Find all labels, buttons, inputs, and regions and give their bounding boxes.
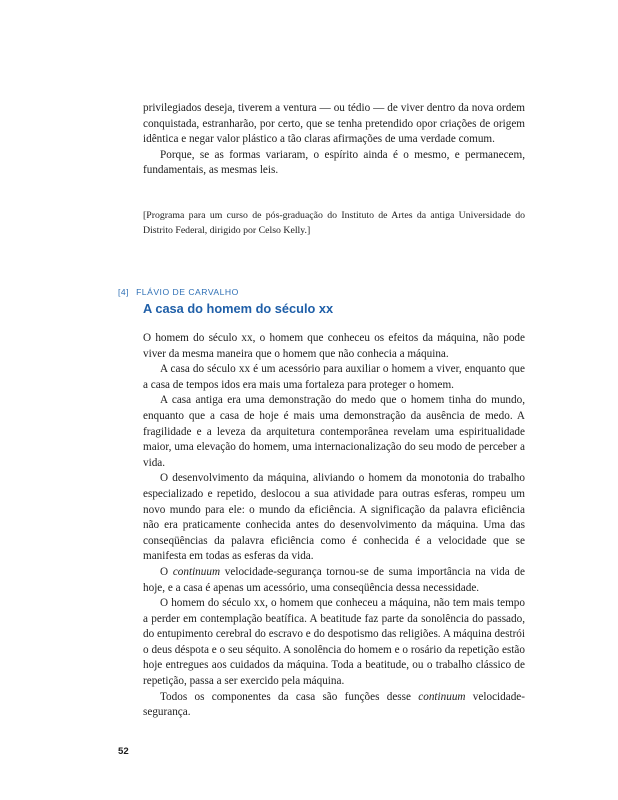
paragraph: Porque, se as formas variaram, o espírito ainda é o mesmo, e permanecem, fundamentais, as mesmas leis. — [143, 148, 525, 177]
section-title: A casa do homem do século xx — [143, 301, 334, 316]
paragraph: A casa antiga era uma demonstração do medo que o homem tinha do mundo, enquanto que a casa de hoje é mais uma demonstração da ausência de medo. A fragilidade e a leveza da arquitetura contemporânea revelam uma espiritualidade maior, uma elevação do homem, uma internacionalização do seu modo de perceber a vida. — [143, 394, 525, 469]
paragraph: O homem do século xx, o homem que conheceu os efeitos da máquina, não pode viver da mesma maneira que o homem que não conhecia a máquina. — [143, 332, 525, 360]
paragraph: A casa do século xx é um acessório para auxiliar o homem a viver, enquanto que a casa de tempos idos era mais uma fortaleza para proteger o homem. — [143, 363, 525, 391]
section-author: FLÁVIO DE CARVALHO — [136, 287, 239, 297]
paragraph — [143, 565, 525, 596]
page-number: 52 — [118, 746, 129, 757]
italic-term: continuum — [418, 690, 466, 703]
text-run: Todos os componentes da casa são funções desse — [160, 690, 419, 703]
paragraph: O homem do século xx, o homem que conheceu a máquina, não tem mais tempo a perder em contemplação beatífica. A beatitude faz parte da sonolência do passado, do entupimento cerebral do escravo e do despotismo das religiões. A máquina destrói o deus déspota e o seu séquito. A sonolência do homem e o rosário da repetição estão hoje entregues aos cuidados da máquina. Toda a beatitude, ou o trabalho clássico de repetição, passa a ser exercido pela máquina. — [143, 597, 525, 688]
text-run: O — [160, 565, 173, 578]
italic-term: continuum — [172, 565, 221, 578]
source-note: [Programa para um curso de pós-graduação do Instituto de Artes da antiga Universidade do Distrito Federal, dirigido por Celso Kelly.] — [143, 210, 525, 236]
section-label — [118, 287, 239, 297]
paragraph: O desenvolvimento da máquina, aliviando o homem da monotonia do trabalho especializado e repetido, deslocou a sua atividade para outras esferas, rompeu um novo mundo para ele: o mundo da eficiência. A significação da palavra eficiência não era praticamente conhecida antes do desenvolvimento da máquina. Uma das conseqüências da palavra eficiência como é conhecida é a velocidade que se manifesta em todas as esferas da vida. — [143, 472, 525, 563]
paragraph: privilegiados deseja, tiverem a ventura — ou tédio — de viver dentro da nova ordem conquistada, estranharão, por certo, que se tenha pretendido opor criações de origem idêntica e negar valor plástico a tão claras afirmações de uma verdade comum. — [143, 102, 525, 146]
essay-body — [143, 331, 525, 721]
previous-section-text — [143, 101, 525, 179]
paragraph — [143, 690, 525, 721]
text-run: velocidade-segurança tornou-se de suma importância na vida de hoje, e a casa é apenas um acessório, uma conseqüência dessa necessidade. — [143, 565, 525, 594]
text-run: velocidade-segurança. — [143, 690, 525, 719]
section-number: [4] — [118, 287, 130, 297]
